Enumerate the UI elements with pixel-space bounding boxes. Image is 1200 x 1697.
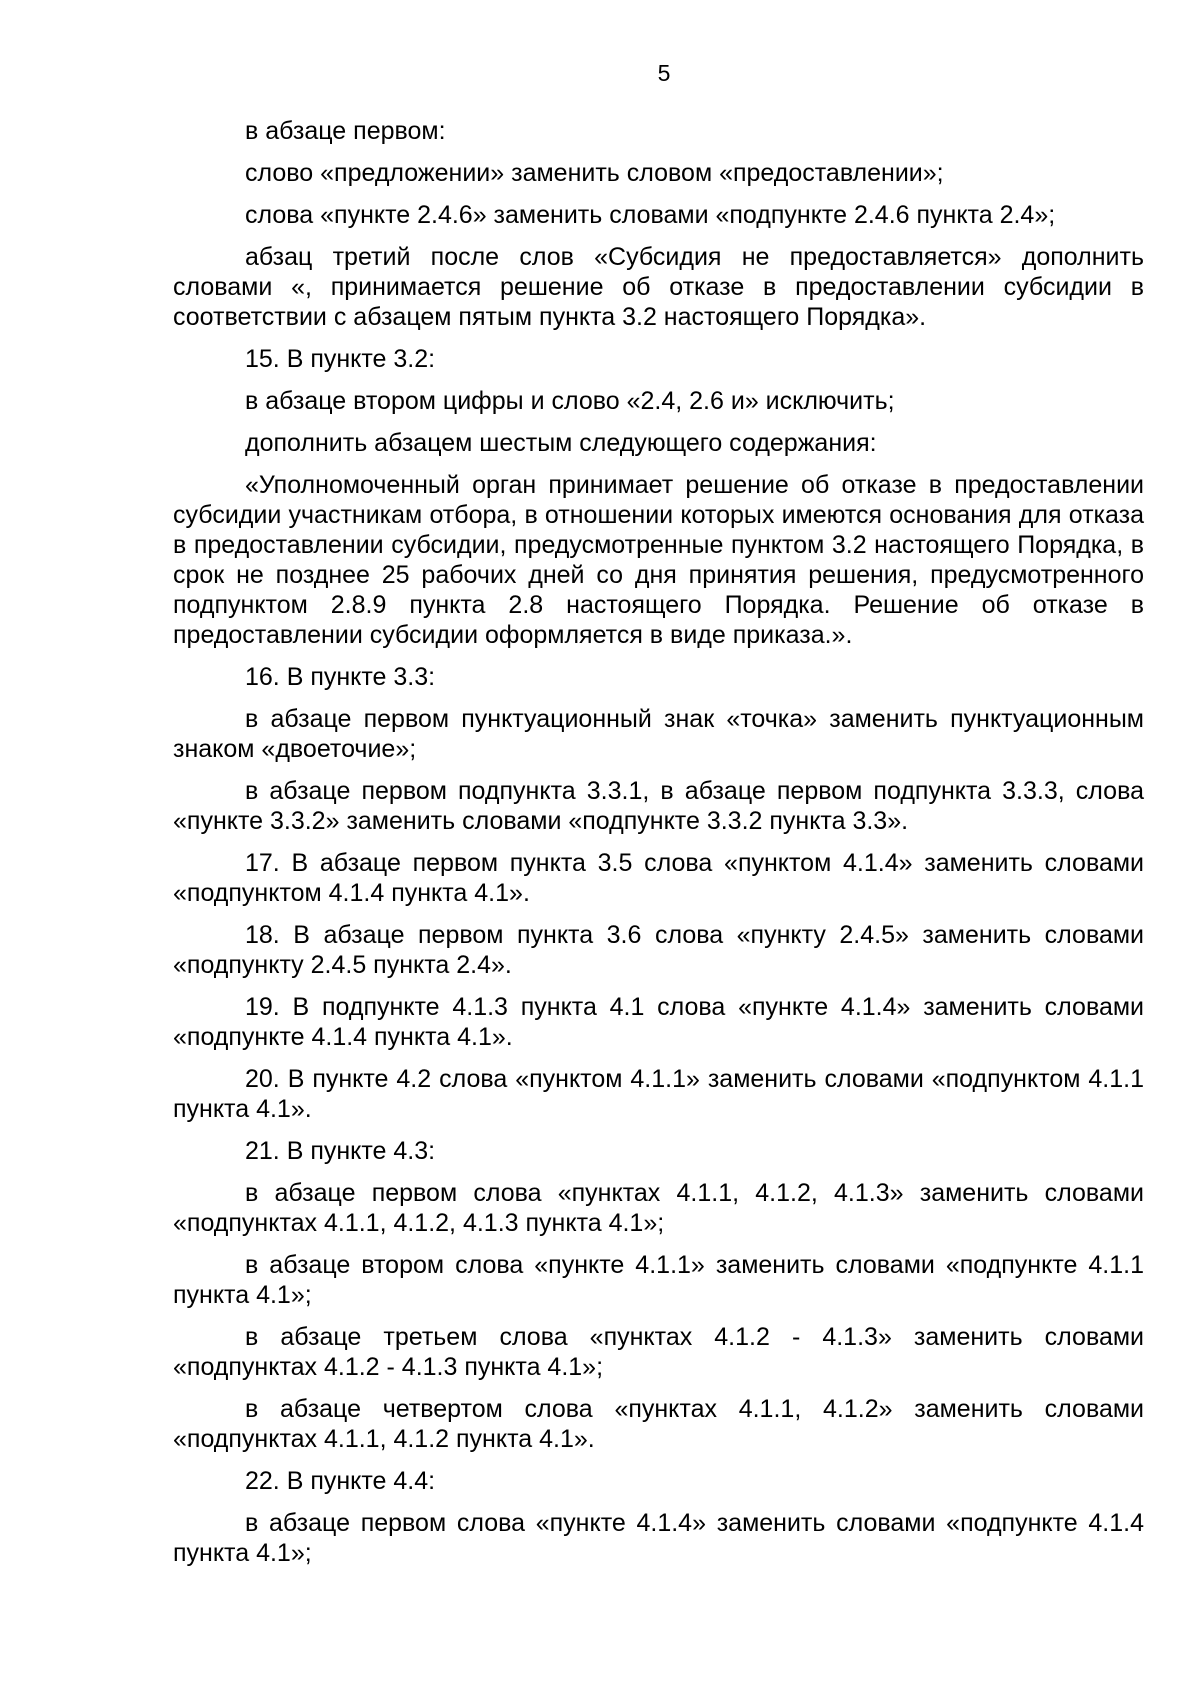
paragraph: 18. В абзаце первом пункта 3.6 слова «пункту 2.4.5» заменить словами «подпункту 2.4.5 пункта 2.4». [173, 921, 1144, 979]
paragraph: в абзаце третьем слова «пунктах 4.1.2 - 4.1.3» заменить словами «подпунктах 4.1.2 - 4.1.3 пункта 4.1»; [173, 1323, 1144, 1381]
paragraph: дополнить абзацем шестым следующего содержания: [245, 429, 877, 457]
paragraph: 16. В пункте 3.3: [245, 663, 436, 691]
paragraph: 22. В пункте 4.4: [245, 1467, 436, 1495]
paragraph: 15. В пункте 3.2: [245, 345, 436, 373]
paragraph: «Уполномоченный орган принимает решение об отказе в предоставлении субсидии участникам отбора, в отношении которых имеются основания для отказа в предоставлении субсидии, предусмотренные пунктом 3.2 настоящего Порядка, в срок не позднее 25 рабочих дней со дня принятия решения, предусмотренного подпунктом 2.8.9 пункта 2.8 настоящего Порядка. Решение об отказе в предоставлении субсидии оформляется в виде приказа.». [173, 471, 1144, 649]
paragraph: в абзаце четвертом слова «пунктах 4.1.1, 4.1.2» заменить словами «подпунктах 4.1.1, 4.1.2 пункта 4.1». [173, 1395, 1144, 1453]
paragraph: слово «предложении» заменить словом «предоставлении»; [245, 159, 944, 187]
paragraph: в абзаце втором цифры и слово «2.4, 2.6 и» исключить; [245, 387, 895, 415]
paragraph: в абзаце первом слова «пункте 4.1.4» заменить словами «подпункте 4.1.4 пункта 4.1»; [173, 1509, 1144, 1567]
paragraph: в абзаце первом подпункта 3.3.1, в абзаце первом подпункта 3.3.3, слова «пункте 3.3.2» заменить словами «подпункте 3.3.2 пункта 3.3». [173, 777, 1144, 835]
paragraph: абзац третий после слов «Субсидия не предоставляется» дополнить словами «, принимается решение об отказе в предоставлении субсидии в соответствии с абзацем пятым пункта 3.2 настоящего Порядка». [173, 243, 1144, 331]
page-number: 5 [657, 60, 671, 86]
paragraph: слова «пункте 2.4.6» заменить словами «подпункте 2.4.6 пункта 2.4»; [245, 201, 1056, 229]
document-body [173, 116, 1144, 1580]
paragraph: в абзаце первом пунктуационный знак «точка» заменить пунктуационным знаком «двоеточие»; [173, 705, 1144, 763]
paragraph: в абзаце первом слова «пунктах 4.1.1, 4.1.2, 4.1.3» заменить словами «подпунктах 4.1.1, 4.1.2, 4.1.3 пункта 4.1»; [173, 1179, 1144, 1237]
paragraph: 20. В пункте 4.2 слова «пунктом 4.1.1» заменить словами «подпунктом 4.1.1 пункта 4.1». [173, 1065, 1144, 1123]
paragraph: 21. В пункте 4.3: [245, 1137, 436, 1165]
paragraph: 19. В подпункте 4.1.3 пункта 4.1 слова «пункте 4.1.4» заменить словами «подпункте 4.1.4 пункта 4.1». [173, 993, 1144, 1051]
paragraph: 17. В абзаце первом пункта 3.5 слова «пунктом 4.1.4» заменить словами «подпунктом 4.1.4 пункта 4.1». [173, 849, 1144, 907]
paragraph: в абзаце первом: [245, 117, 446, 145]
paragraph: в абзаце втором слова «пункте 4.1.1» заменить словами «подпункте 4.1.1 пункта 4.1»; [173, 1251, 1144, 1309]
